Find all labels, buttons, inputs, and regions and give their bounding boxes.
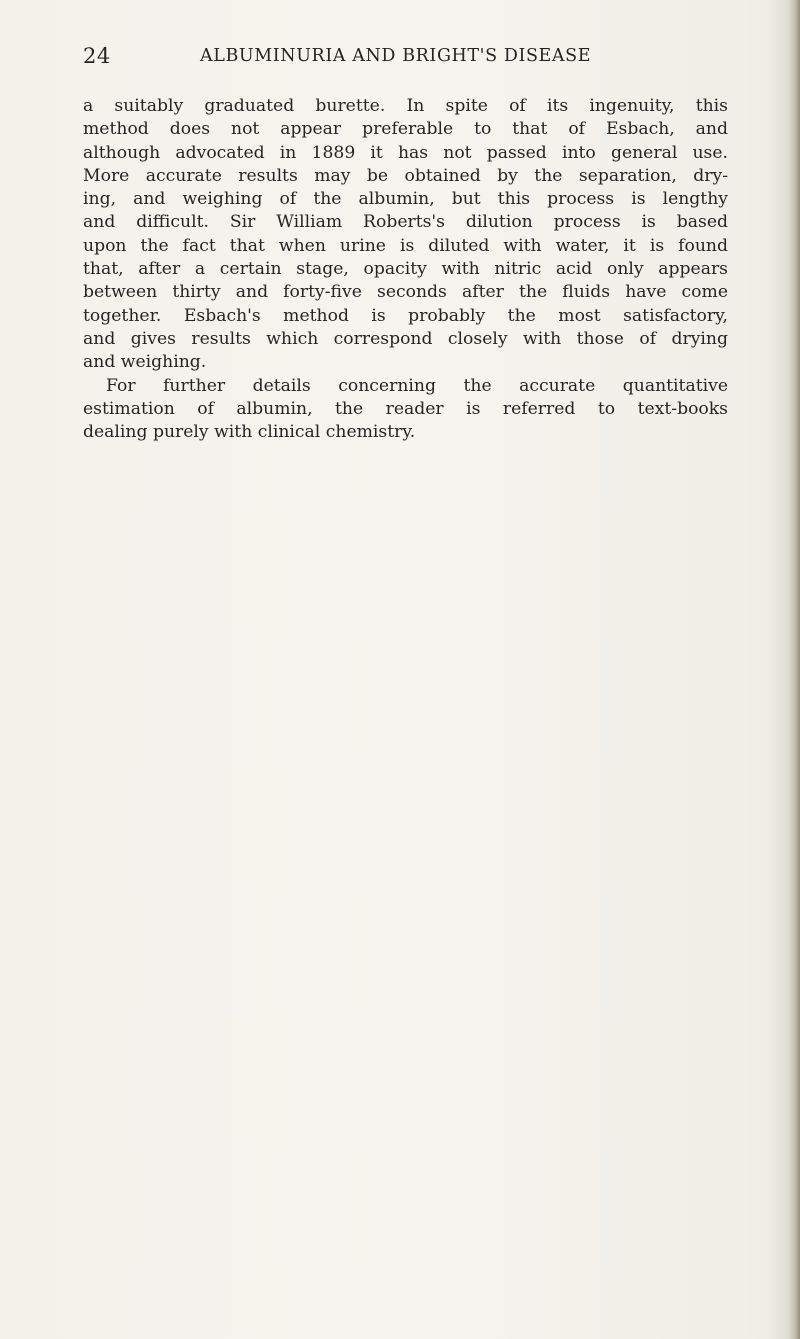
text-line: and weighing. (83, 352, 207, 373)
text-line: method does not appear preferable to that of Esbach, and (83, 119, 728, 140)
running-head-title: ALBUMINURIA AND BRIGHT'S DISEASE (200, 46, 592, 66)
text-line: although advocated in 1889 it has not passed into general use. (83, 142, 728, 163)
text-line: dealing purely with clinical chemistry. (83, 422, 416, 443)
text-line: upon the fact that when urine is diluted with water, it is found (83, 235, 728, 256)
text-line: and difficult. Sir William Roberts's dilution process is based (83, 212, 728, 233)
page-number: 24 (83, 44, 111, 68)
body-text (83, 95, 728, 444)
text-line: More accurate results may be obtained by the separation, dry- (83, 165, 728, 186)
text-line: and gives results which correspond closely with those of drying (83, 328, 728, 349)
running-head (83, 44, 723, 76)
text-line: ing, and weighing of the albumin, but this process is lengthy (83, 189, 728, 210)
text-line: together. Esbach's method is probably the most satisfactory, (83, 305, 728, 326)
text-line: between thirty and forty-five seconds after the fluids have come (83, 282, 728, 303)
text-line: For further details concerning the accurate quantitative (106, 375, 728, 396)
text-line: that, after a certain stage, opacity with nitric acid only appears (83, 259, 728, 280)
text-line: estimation of albumin, the reader is referred to text-books (83, 398, 728, 419)
page-edge-shadow (788, 0, 800, 1339)
text-line: a suitably graduated burette. In spite of its ingenuity, this (83, 96, 728, 116)
